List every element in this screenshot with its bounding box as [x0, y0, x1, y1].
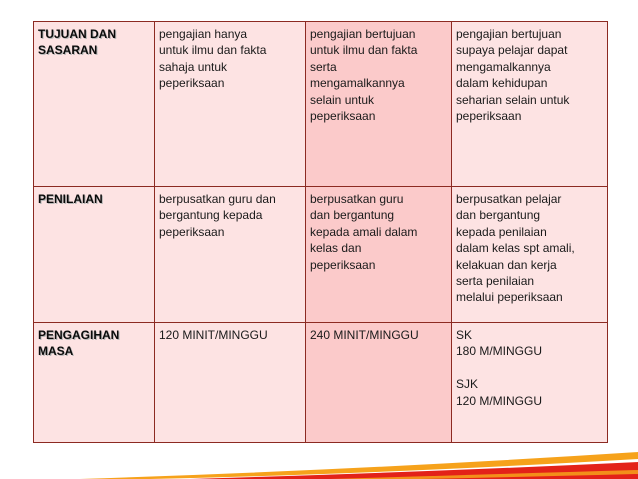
cell-line: peperiksaan — [310, 109, 376, 124]
cell-line: kelas dan — [310, 241, 362, 256]
row-header-line: MASA — [38, 344, 74, 359]
cell-line: serta penilaian — [456, 274, 535, 289]
cell-line: pengajian hanya — [159, 27, 248, 41]
cell-line: untuk ilmu dan fakta — [310, 43, 418, 58]
cell-line: peperiksaan — [310, 257, 376, 272]
cell-line: berpusatkan pelajar — [456, 192, 562, 206]
cell-line: SK — [456, 328, 473, 342]
cell-line: pengajian bertujuan — [456, 27, 562, 41]
cell-line: selain untuk — [310, 92, 375, 107]
row-header-line: PENILAIAN — [38, 192, 103, 206]
cell-line: berpusatkan guru — [310, 192, 404, 206]
cell-line: kepada amali dalam — [310, 224, 418, 239]
cell-line: melalui peperiksaan — [456, 290, 563, 305]
cell-line: mengamalkannya — [456, 59, 551, 74]
cell-line: 180 M/MINGGU — [456, 344, 543, 359]
cell-line: 120 MINIT/MINGGU — [159, 328, 268, 342]
cell-line: 120 M/MINGGU — [456, 393, 543, 408]
cell-line: peperiksaan — [456, 109, 522, 124]
cell-line: dan bergantung — [456, 208, 541, 223]
cell-line: 240 MINIT/MINGGU — [310, 328, 419, 342]
swoosh-red — [190, 462, 638, 479]
row-header-line: SASARAN — [38, 43, 98, 58]
cell-line: serta — [310, 59, 337, 74]
cell-line: sahaja untuk — [159, 59, 228, 74]
cell-line: SJK — [456, 377, 479, 392]
cell-line: dan bergantung — [310, 208, 395, 223]
cell-line: kelakuan dan kerja — [456, 257, 557, 272]
cell-line: kepada penilaian — [456, 224, 547, 239]
cell-line: supaya pelajar dapat — [456, 43, 568, 58]
cell-line: berpusatkan guru dan — [159, 192, 276, 206]
cell-line: peperiksaan — [159, 76, 225, 91]
cell-line: mengamalkannya — [310, 76, 405, 91]
cell-line: untuk ilmu dan fakta — [159, 43, 267, 58]
cell-line: dalam kehidupan — [456, 76, 548, 91]
cell-line: seharian selain untuk — [456, 92, 570, 107]
cell-line: dalam kelas spt amali, — [456, 241, 575, 256]
row-header-line: PENGAGIHAN — [38, 328, 120, 342]
cell-line: pengajian bertujuan — [310, 27, 416, 41]
row-header-line: TUJUAN DAN — [38, 27, 116, 41]
cell-line: peperiksaan — [159, 224, 225, 239]
cell-line: bergantung kepada — [159, 208, 263, 223]
